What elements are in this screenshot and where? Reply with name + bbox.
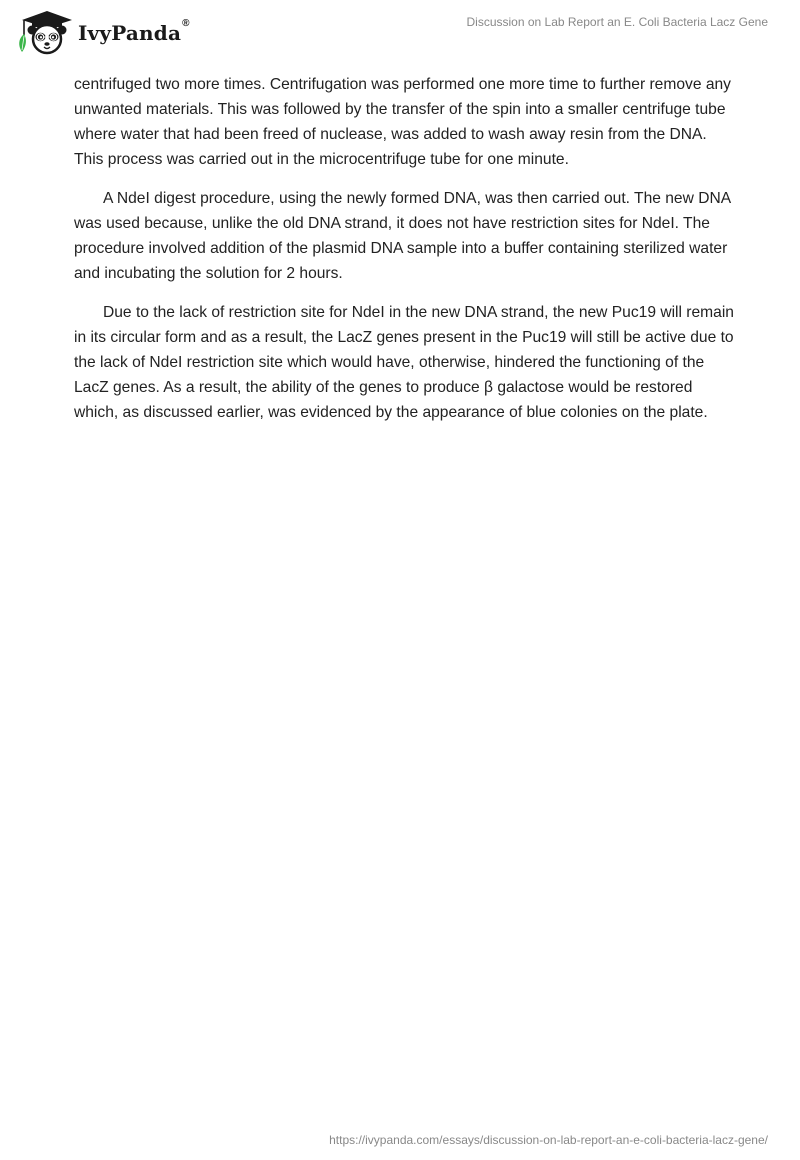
registered-mark: ® — [182, 18, 190, 29]
paragraph-3: Due to the lack of restriction site for NdeI in the new DNA strand, the new Puc19 will remain in its circular form and as a result, the LacZ genes present in the Puc19 will still be active due to the lack of NdeI restriction site which would have, otherwise, hindered the functioning of the LacZ genes. As a result, the ability of the genes to produce β galactose would be restored which, as discussed earlier, was evidenced by the appearance of blue colonies on the plate. — [74, 304, 734, 421]
document-title: Discussion on Lab Report an E. Coli Bacteria Lacz Gene — [466, 15, 768, 29]
document-body — [74, 72, 734, 439]
brand-name — [78, 18, 190, 45]
ivypanda-logo[interactable] — [16, 8, 190, 56]
page-header — [0, 0, 800, 62]
panda-graduate-icon — [16, 8, 76, 56]
source-url-link[interactable]: https://ivypanda.com/essays/discussion-on-lab-report-an-e-coli-bacteria-lacz-gene/ — [329, 1133, 768, 1147]
brand-name-text: IvyPanda — [78, 21, 182, 45]
paragraph-1: centrifuged two more times. Centrifugation was performed one more time to further remove any unwanted materials. This was followed by the transfer of the spin into a smaller centrifuge tube where water that had been freed of nuclease, was added to wash away resin from the DNA. This process was carried out in the microcentrifuge tube for one minute. — [74, 76, 731, 168]
paragraph-2: A NdeI digest procedure, using the newly formed DNA, was then carried out. The new DNA was used because, unlike the old DNA strand, it does not have restriction sites for NdeI. The procedure involved addition of the plasmid DNA sample into a buffer containing sterilized water and incubating the solution for 2 hours. — [74, 190, 731, 282]
